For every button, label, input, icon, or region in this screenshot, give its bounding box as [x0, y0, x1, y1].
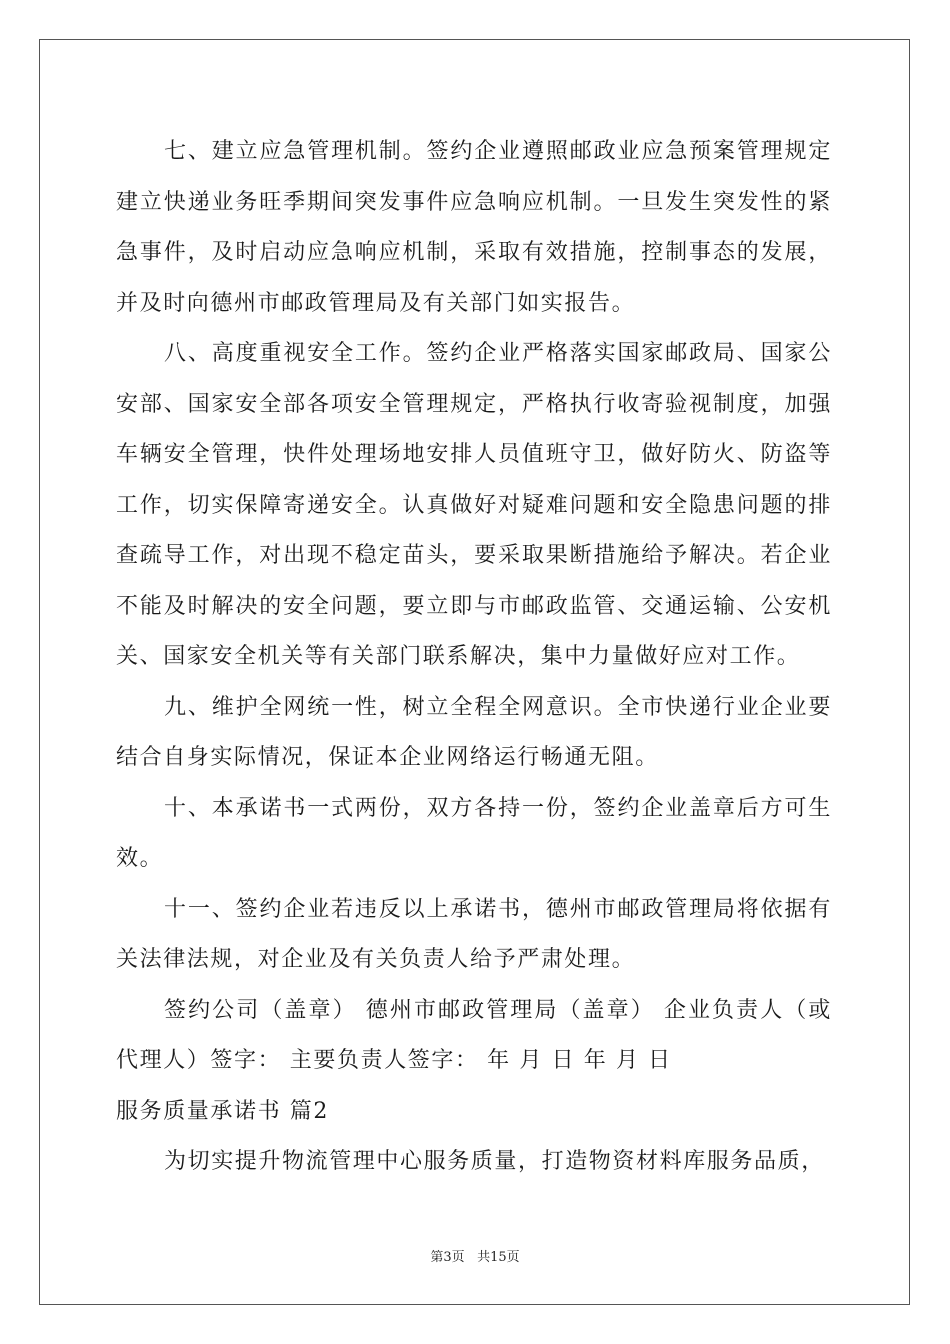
page-footer — [0, 1246, 950, 1265]
paragraph-8: 八、高度重视安全工作。签约企业严格落实国家邮政局、国家公安部、国家安全部各项安全管理规定，严格执行收寄验视制度，加强车辆安全管理，快件处理场地安排人员值班守卫，做好防火、防盗等工作，切实保障寄递安全。认真做好对疑难问题和安全隐患问题的排查疏导工作，对出现不稳定苗头，要采取果断措施给予解决。若企业不能及时解决的安全问题，要立即与市邮政监管、交通运输、公安机关、国家安全机关等有关部门联系解决，集中力量做好应对工作。 — [116, 341, 832, 669]
paragraph-10: 十、本承诺书一式两份，双方各持一份，签约企业盖章后方可生效。 — [116, 795, 832, 871]
page-number: 第3页 — [430, 1250, 465, 1265]
paragraph-11: 十一、签约企业若违反以上承诺书，德州市邮政管理局将依据有关法律法规，对企业及有关负责人给予严肃处理。 — [116, 896, 832, 972]
document-body — [116, 127, 832, 1188]
page-total: 共15页 — [477, 1250, 520, 1265]
section-heading: 服务质量承诺书 篇2 — [116, 1098, 329, 1124]
paragraph-7: 七、建立应急管理机制。签约企业遵照邮政业应急预案管理规定建立快递业务旺季期间突发事件应急响应机制。一旦发生突发性的紧急事件，及时启动应急响应机制，采取有效措施，控制事态的发展，并及时向德州市邮政管理局及有关部门如实报告。 — [116, 139, 832, 316]
signature-line: 签约公司（盖章） 德州市邮政管理局（盖章） 企业负责人（或代理人）签字： 主要负责人签字： 年 月 日 年 月 日 — [116, 997, 832, 1073]
paragraph-9: 九、维护全网统一性，树立全程全网意识。全市快递行业企业要结合自身实际情况，保证本企业网络运行畅通无阻。 — [116, 694, 832, 770]
closing-paragraph: 为切实提升物流管理中心服务质量，打造物资材料库服务品质， — [164, 1149, 825, 1174]
